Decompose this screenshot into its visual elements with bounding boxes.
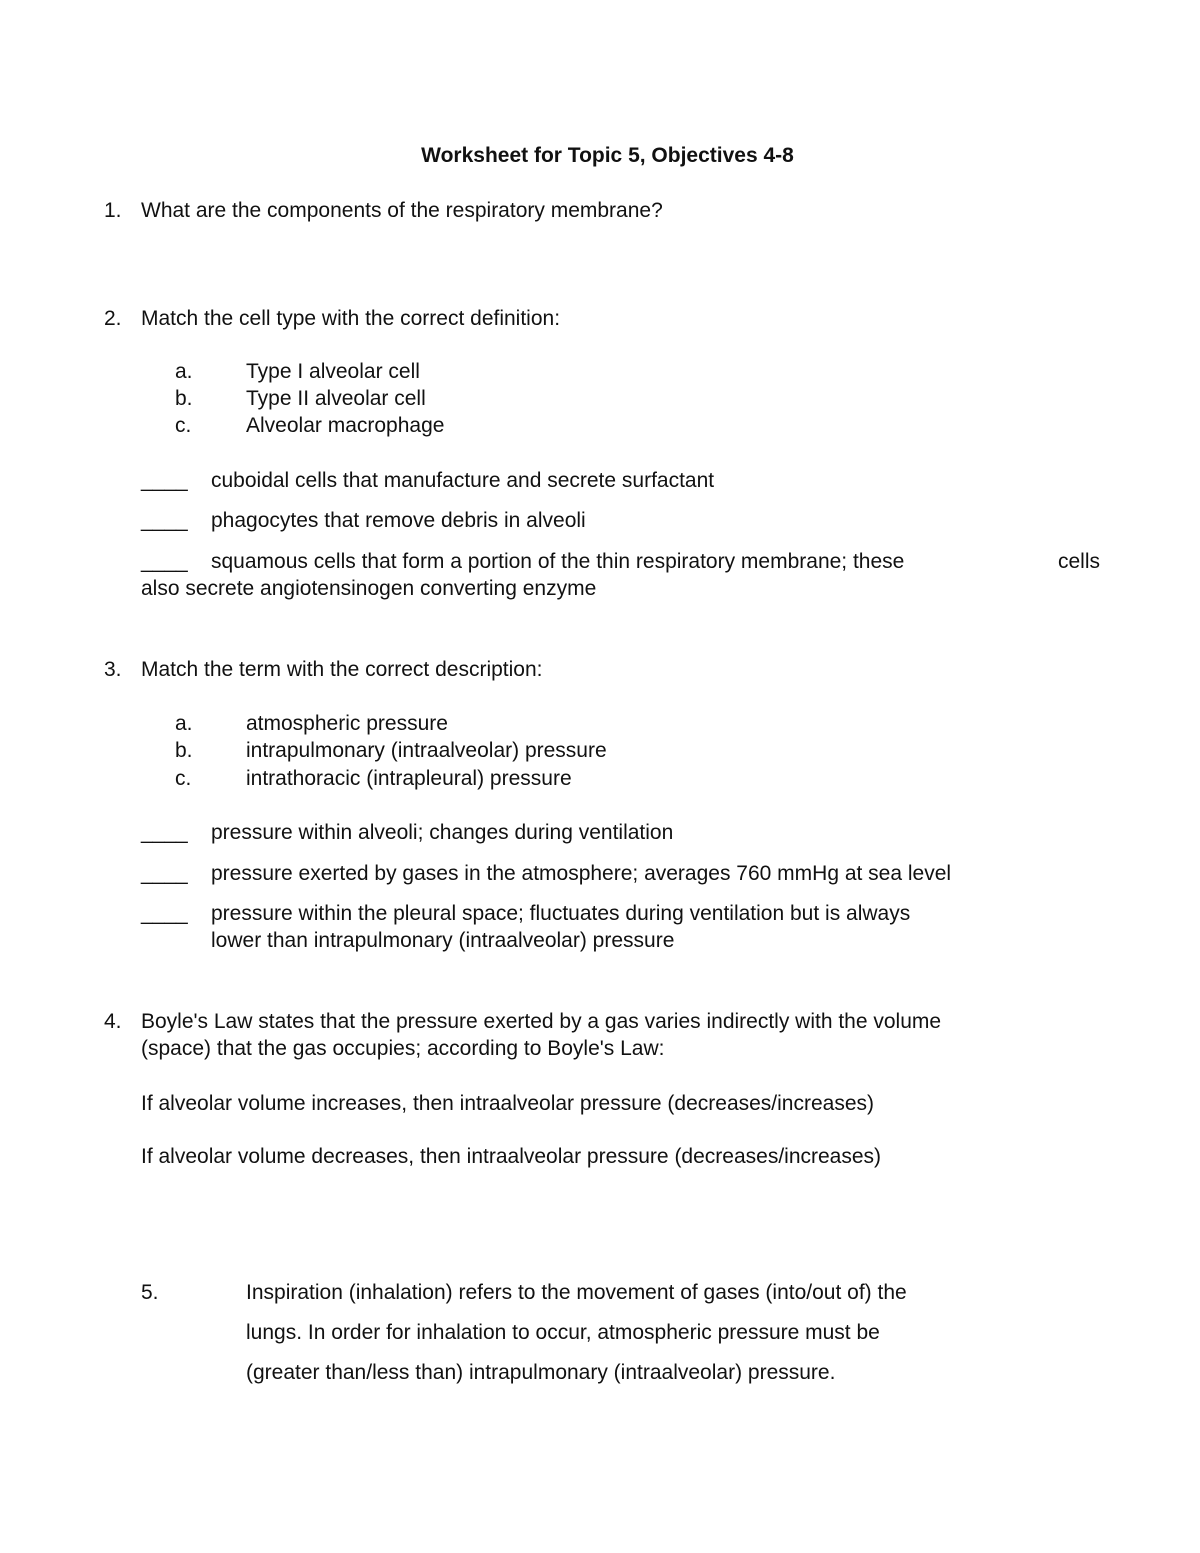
question-2-option-text: Type I alveolar cell	[246, 360, 420, 383]
question-4-text-continued: (space) that the gas occupies; according to Boyle's Law:	[141, 1037, 665, 1060]
question-2-option-text: Type II alveolar cell	[246, 387, 426, 410]
answer-blank: ____	[141, 550, 188, 573]
question-3-definition: pressure exerted by gases in the atmosphere; averages 760 mmHg at sea level	[211, 862, 952, 885]
question-2-option-letter: c.	[175, 414, 192, 437]
question-3-text: Match the term with the correct description:	[141, 658, 543, 681]
question-2-text: Match the cell type with the correct definition:	[141, 307, 561, 330]
question-2-number: 2.	[104, 307, 122, 330]
question-2-definition-trail: cells	[1058, 550, 1101, 573]
question-3-option-text: atmospheric pressure	[246, 712, 448, 735]
question-2-option-text: Alveolar macrophage	[246, 414, 445, 437]
question-4-number: 4.	[104, 1010, 122, 1033]
question-5-text-continued: lungs. In order for inhalation to occur, atmospheric pressure must be	[246, 1321, 880, 1344]
answer-blank: ____	[141, 862, 188, 885]
question-2-definition: phagocytes that remove debris in alveoli	[211, 509, 586, 532]
question-5-text-continued: (greater than/less than) intrapulmonary (intraalveolar) pressure.	[246, 1361, 836, 1384]
question-2-definition-continued: also secrete angiotensinogen converting enzyme	[141, 577, 597, 600]
question-4-statement: If alveolar volume increases, then intraalveolar pressure (decreases/increases)	[141, 1092, 875, 1115]
answer-blank: ____	[141, 469, 188, 492]
answer-blank: ____	[141, 902, 188, 925]
question-3-option-letter: b.	[175, 739, 193, 762]
question-2-option-letter: b.	[175, 387, 193, 410]
question-2-definition: cuboidal cells that manufacture and secrete surfactant	[211, 469, 715, 492]
question-5-number: 5.	[141, 1281, 159, 1304]
question-3-option-text: intrapulmonary (intraalveolar) pressure	[246, 739, 607, 762]
question-3-option-letter: a.	[175, 712, 193, 735]
question-1-text: What are the components of the respiratory membrane?	[141, 199, 663, 222]
question-3-definition: pressure within the pleural space; fluctuates during ventilation but is always	[211, 902, 911, 925]
answer-blank: ____	[141, 821, 188, 844]
question-3-definition: pressure within alveoli; changes during ventilation	[211, 821, 674, 844]
answer-blank: ____	[141, 509, 188, 532]
question-3-option-letter: c.	[175, 767, 192, 790]
page-title: Worksheet for Topic 5, Objectives 4-8	[421, 144, 794, 167]
question-3-definition-continued: lower than intrapulmonary (intraalveolar) pressure	[211, 929, 675, 952]
question-2-option-letter: a.	[175, 360, 193, 383]
question-3-number: 3.	[104, 658, 122, 681]
question-5-text: Inspiration (inhalation) refers to the movement of gases (into/out of) the	[246, 1281, 907, 1304]
question-3-option-text: intrathoracic (intrapleural) pressure	[246, 767, 572, 790]
question-4-statement: If alveolar volume decreases, then intraalveolar pressure (decreases/increases)	[141, 1145, 882, 1168]
question-1-number: 1.	[104, 199, 122, 222]
question-2-definition: squamous cells that form a portion of the thin respiratory membrane; these	[211, 550, 905, 573]
question-4-text: Boyle's Law states that the pressure exerted by a gas varies indirectly with the volume	[141, 1010, 942, 1033]
